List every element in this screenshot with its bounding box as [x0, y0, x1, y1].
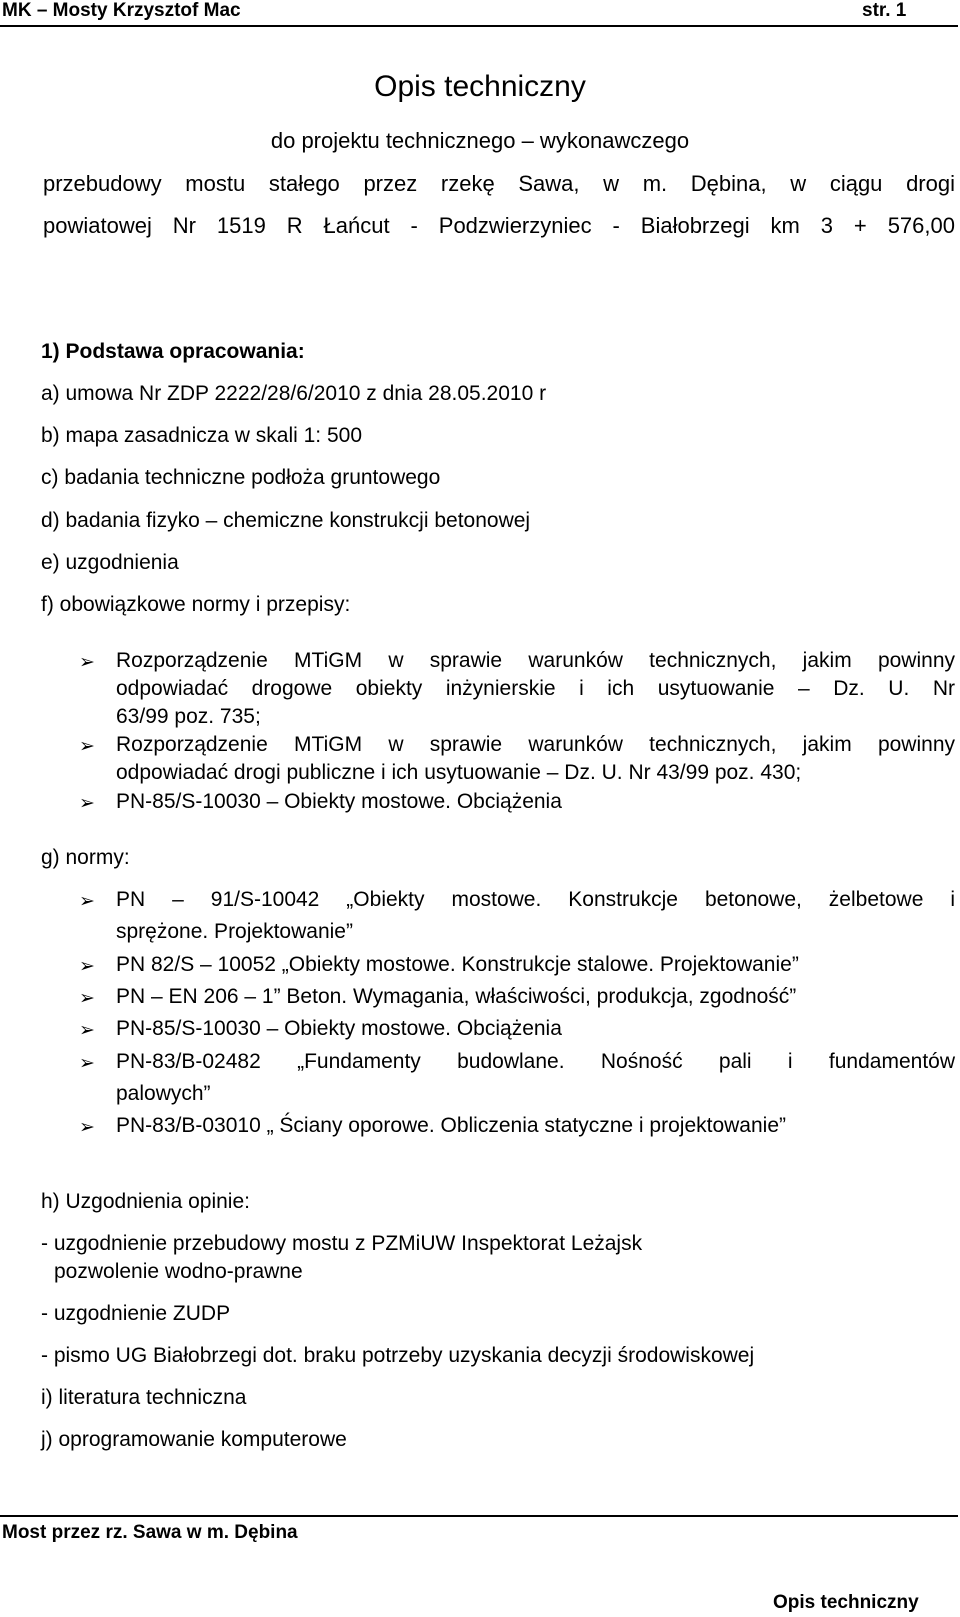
bullet-arrow-icon: ➢ [79, 652, 95, 673]
document-title: Opis techniczny [374, 70, 586, 103]
subtitle-line-2: powiatowej Nr 1519 R Łańcut - Podzwierzyniec - Białobrzegi km 3 + 576,00 [43, 213, 955, 238]
item-a: a) umowa Nr ZDP 2222/28/6/2010 z dnia 28.05.2010 r [41, 382, 547, 405]
bullet-arrow-icon: ➢ [79, 988, 95, 1009]
g-heading: g) normy: [41, 846, 130, 869]
f-bullet-1-line-2: odpowiadać drogowe obiekty inżynierskie i ich usytuowanie – Dz. U. Nr [116, 677, 955, 700]
item-c: c) badania techniczne podłoża gruntowego [41, 466, 441, 489]
item-b: b) mapa zasadnicza w skali 1: 500 [41, 424, 362, 447]
g-bullet-5-line-1: PN-83/B-02482 „Fundamenty budowlane. Nośność pali i fundamentów [116, 1050, 955, 1073]
footer-right: Opis techniczny [773, 1592, 919, 1613]
h-item-1-line-1: - uzgodnienie przebudowy mostu z PZMiUW Inspektorat Leżajsk [41, 1232, 643, 1255]
bullet-arrow-icon: ➢ [79, 1020, 95, 1041]
g-bullet-2: PN 82/S – 10052 „Obiekty mostowe. Konstrukcje stalowe. Projektowanie” [116, 953, 799, 976]
bullet-arrow-icon: ➢ [79, 1053, 95, 1074]
f-bullet-1-line-3: 63/99 poz. 735; [116, 705, 261, 728]
document-subtitle: do projektu technicznego – wykonawczego [270, 128, 690, 153]
header-rule [0, 25, 958, 27]
h-heading: h) Uzgodnienia opinie: [41, 1190, 250, 1213]
g-bullet-5-line-2: palowych” [116, 1082, 211, 1105]
g-bullet-1-line-2: sprężone. Projektowanie” [116, 920, 353, 943]
g-bullet-4: PN-85/S-10030 – Obiekty mostowe. Obciążenia [116, 1017, 562, 1040]
g-bullet-1-line-1: PN – 91/S-10042 „Obiekty mostowe. Konstrukcje betonowe, żelbetowe i [116, 888, 955, 911]
item-i: i) literatura techniczna [41, 1386, 247, 1409]
footer-left: Most przez rz. Sawa w m. Dębina [2, 1522, 298, 1543]
g-bullet-6: PN-83/B-03010 „ Ściany oporowe. Obliczenia statyczne i projektowanie” [116, 1114, 787, 1137]
item-j: j) oprogramowanie komputerowe [41, 1428, 347, 1451]
bullet-arrow-icon: ➢ [79, 1117, 95, 1138]
f-bullet-3: PN-85/S-10030 – Obiekty mostowe. Obciążenia [116, 790, 562, 813]
header-page-number: str. 1 [862, 0, 907, 21]
g-bullet-3: PN – EN 206 – 1” Beton. Wymagania, właściwości, produkcja, zgodność” [116, 985, 797, 1008]
bullet-arrow-icon: ➢ [79, 891, 95, 912]
subtitle-line-1: przebudowy mostu stałego przez rzekę Sawa, w m. Dębina, w ciągu drogi [43, 171, 955, 196]
footer-rule [0, 1515, 958, 1517]
h-item-3: - pismo UG Białobrzegi dot. braku potrzeby uzyskania decyzji środowiskowej [41, 1344, 755, 1367]
item-e: e) uzgodnienia [41, 551, 179, 574]
header-left: MK – Mosty Krzysztof Mac [2, 0, 241, 21]
item-d: d) badania fizyko – chemiczne konstrukcji betonowej [41, 509, 531, 532]
bullet-arrow-icon: ➢ [79, 793, 95, 814]
bullet-arrow-icon: ➢ [79, 956, 95, 977]
f-bullet-2-line-2: odpowiadać drogi publiczne i ich usytuowanie – Dz. U. Nr 43/99 poz. 430; [116, 761, 802, 784]
item-f: f) obowiązkowe normy i przepisy: [41, 593, 351, 616]
f-bullet-2-line-1: Rozporządzenie MTiGM w sprawie warunków technicznych, jakim powinny [116, 733, 955, 756]
h-item-2: - uzgodnienie ZUDP [41, 1302, 231, 1325]
h-item-1-line-2: pozwolenie wodno-prawne [54, 1260, 303, 1283]
f-bullet-1-line-1: Rozporządzenie MTiGM w sprawie warunków technicznych, jakim powinny [116, 649, 955, 672]
section-heading: 1) Podstawa opracowania: [41, 340, 305, 363]
bullet-arrow-icon: ➢ [79, 736, 95, 757]
